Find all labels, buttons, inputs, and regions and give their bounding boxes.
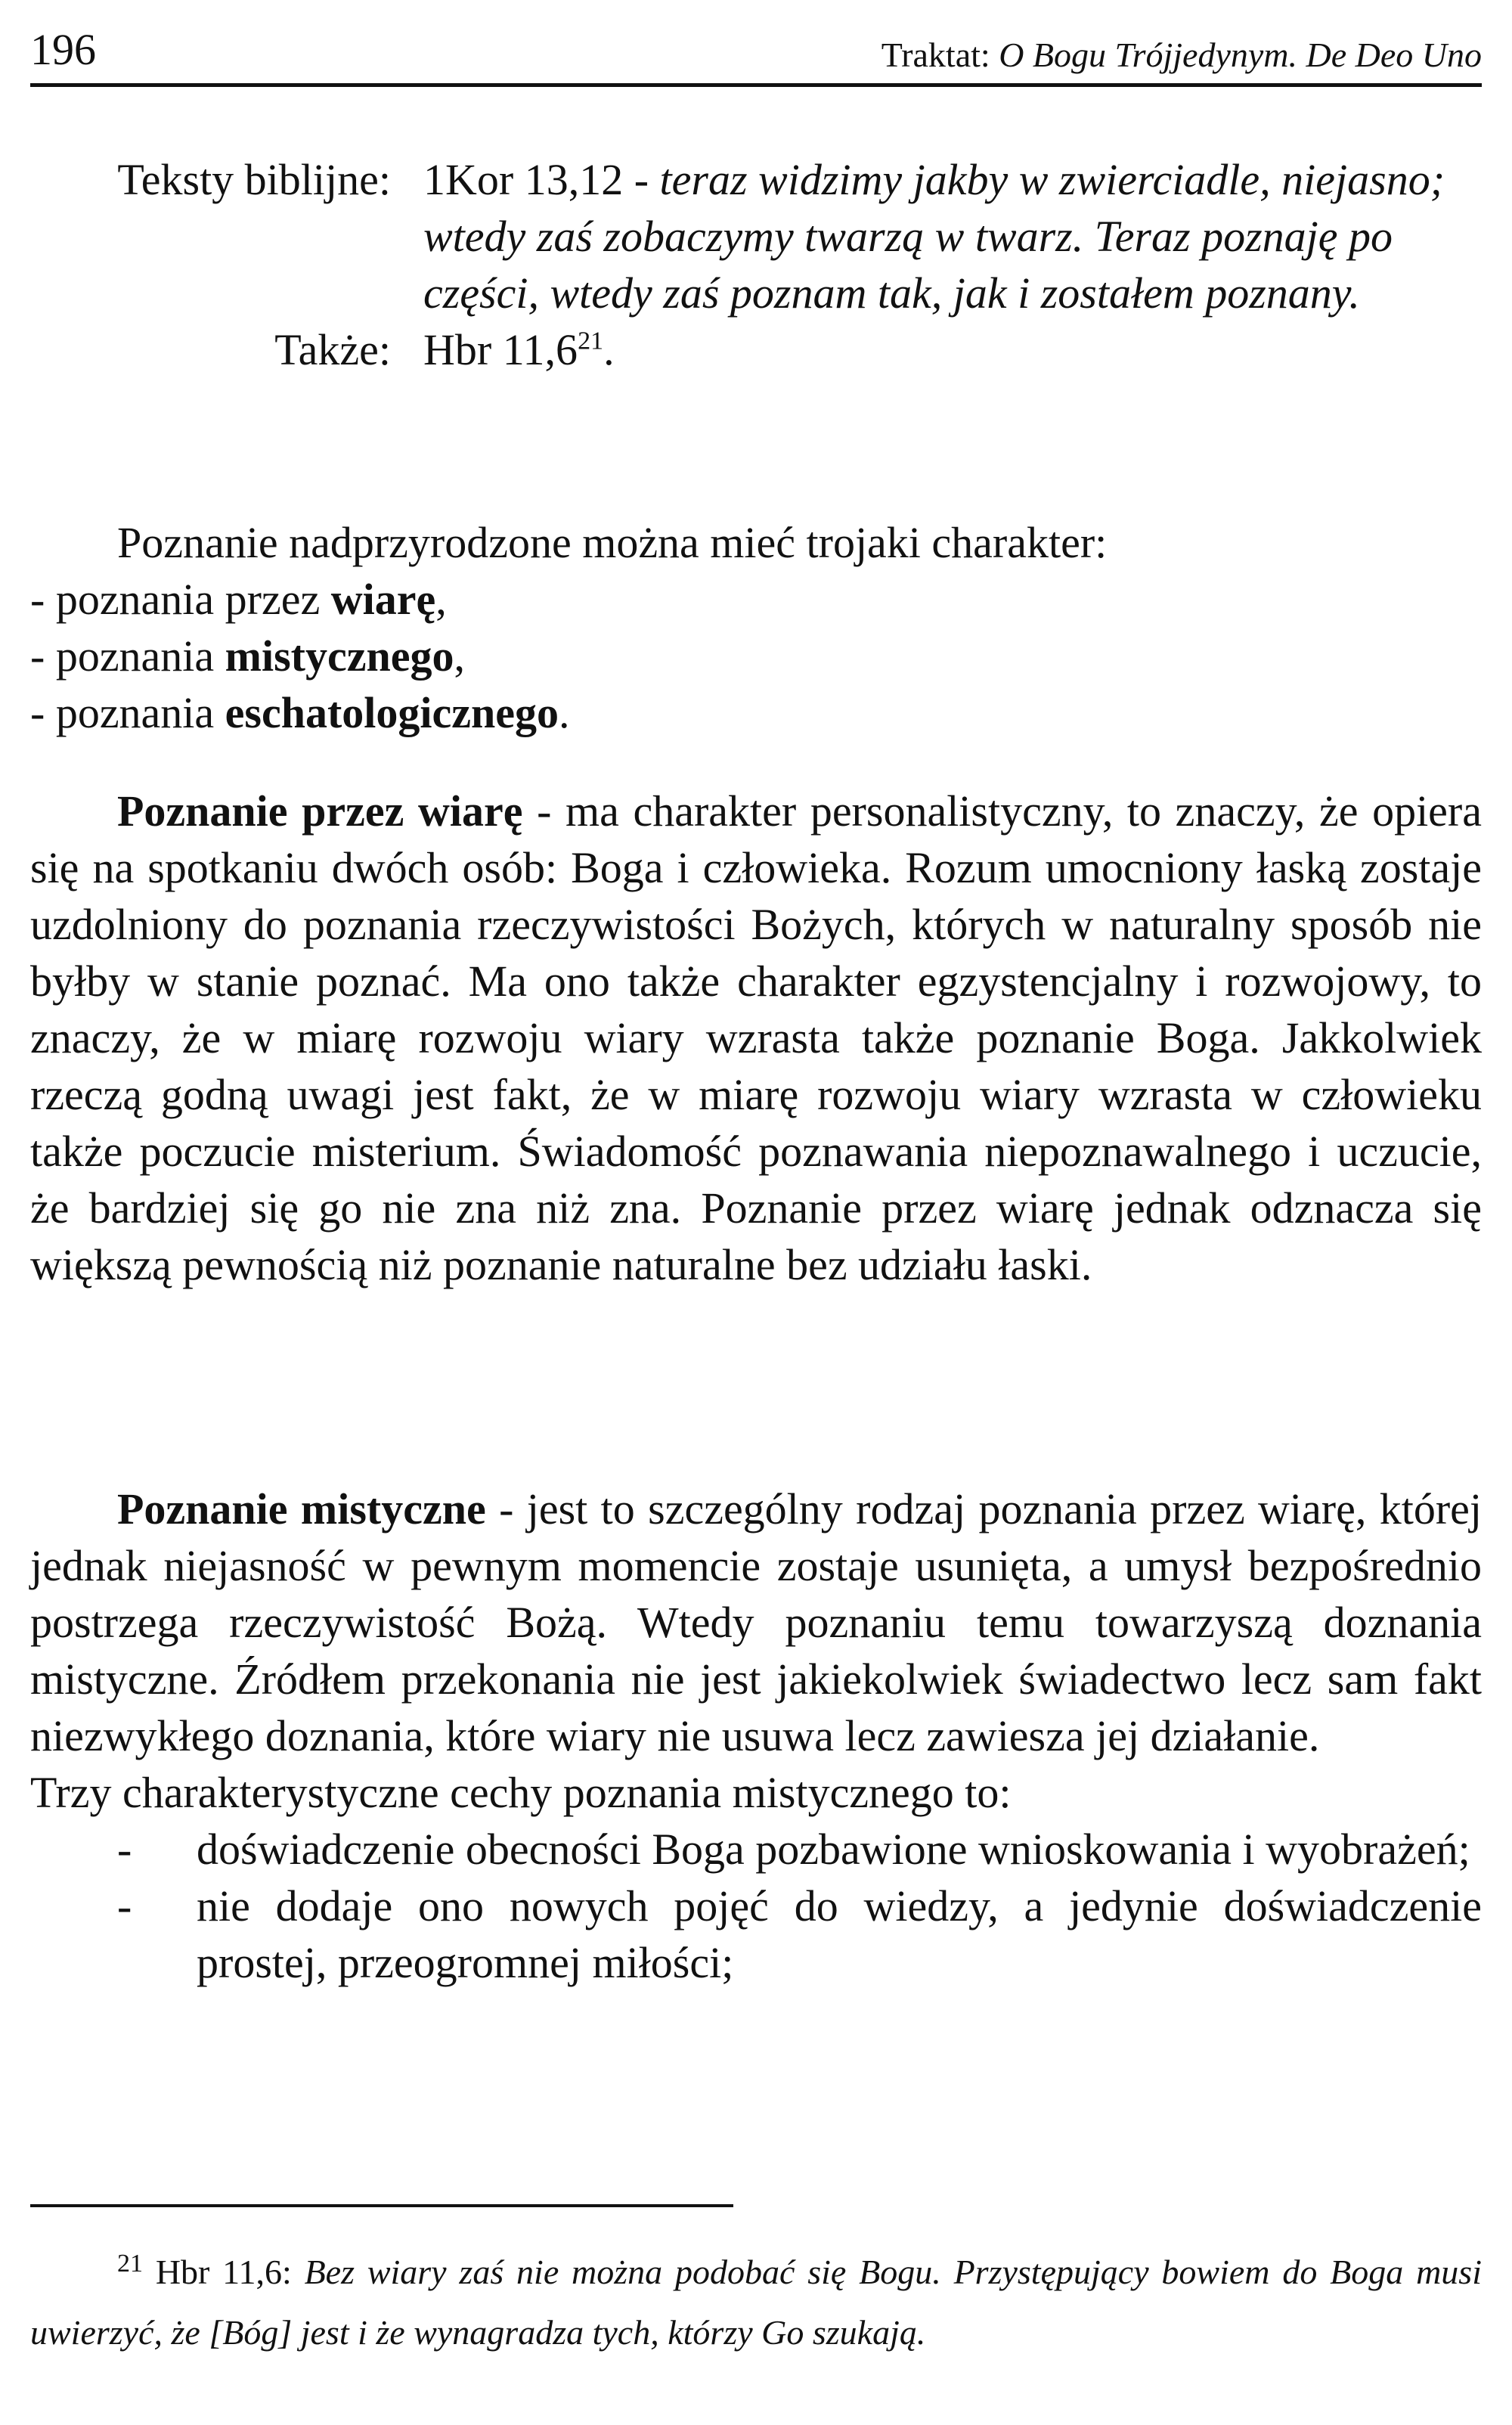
page-number: 196 [30,25,96,74]
footnote-separator [30,2204,733,2207]
footnote-number: 21 [117,2249,143,2278]
faith-term: Poznanie przez wiarę [117,786,523,836]
footnote-reference: Hbr 11,6: [143,2253,305,2291]
running-head-prefix: Traktat: [881,36,999,74]
footnote [30,2242,1482,2363]
bible-quote-text: teraz widzimy jakby w zwierciadle, niejasno; wtedy zaś zobaczymy twarzą w twarz. Teraz poznaję po części, wtedy zaś poznam tak, jak i zostałem poznany. [423,155,1445,318]
list-item [30,1821,1482,1878]
dash-bullet: - [117,1825,132,1874]
bible-row-also [30,321,1482,378]
bible-quote [423,151,1482,321]
traits-list [30,1821,1482,1991]
mystic-term: Poznanie mistyczne [117,1484,486,1533]
intro-item-term: mistycznego [225,631,454,681]
intro-item-prefix: - poznania [30,688,225,737]
footnote-mark: 21 [578,327,604,355]
intro-item-prefix: - poznania [30,631,225,681]
also-reference-text: Hbr 11,6 [423,325,578,374]
intro-lead: Poznanie nadprzyrodzone można mieć trojaki charakter: [117,518,1108,567]
page-header [30,23,1482,87]
faith-text: - ma charakter personalistyczny, to znaczy, że opiera się na spotkaniu dwóch osób: Boga i człowieka. Rozum umocniony łaską zostaje uzdolniony do poznania rzeczywistości Bożych, których w naturalny sposób nie byłby w stanie poznać. Ma ono także charakter egzystencjalny i rozwojowy, to znaczy, że w miarę rozwoju wiary wzrasta także poznanie Boga. Jakkolwiek rzeczą godną uwagi jest fakt, że w miarę rozwoju wiary wzrasta w człowieku także poczucie misterium. Świadomość poznawania niepoznawalnego i uczucie, że bardziej się go nie zna niż zna. Poznanie przez wiarę jednak odznacza się większą pewnością niż poznanie naturalne bez udziału łaski. [30,786,1482,1289]
mystic-text: - jest to szczególny rodzaj poznania przez wiarę, której jednak niejasność w pewnym momencie zostaje usunięta, a umysł bezpośrednio postrzega rzeczywistość Bożą. Wtedy poznaniu temu towarzyszą doznania mistyczne. Źródłem przekonania nie jest jakiekolwiek świadectwo lecz sam fakt niezwykłego doznania, które wiary nie usuwa lecz zawiesza jej działanie. [30,1484,1483,1760]
bible-reference: 1Kor 13,12 - [423,155,660,204]
footnote-text: Bez wiary zaś nie można podobać się Bogu. Przystępujący bowiem do Boga musi uwierzyć, że [Bóg] jest i że wynagradza tych, którzy Go szukają. [30,2253,1482,2352]
bible-row-main [30,151,1482,321]
faith-paragraph [30,783,1482,1293]
running-head-title: O Bogu Trójjedynym. De Deo Uno [999,36,1482,74]
bible-texts [30,151,1482,378]
also-suffix: . [603,325,615,374]
mystic-paragraph [30,1481,1482,1764]
intro-item-suffix: . [559,688,570,737]
document-page [30,23,1483,2352]
intro-item-suffix: , [435,575,447,624]
list-item [30,1878,1482,1991]
running-head [881,35,1482,76]
intro-item [30,684,1482,741]
intro-item-prefix: - poznania przez [30,575,331,624]
intro-item [30,571,1482,628]
intro-item-term: eschatologicznego [225,688,559,737]
also-reference [423,321,1482,378]
intro-item-suffix: , [454,631,465,681]
list-item-text: nie dodaje ono nowych pojęć do wiedzy, a jedynie doświadczenie prostej, przeogromnej miłości; [197,1881,1482,1987]
intro-section [30,514,1482,741]
intro-item [30,628,1482,684]
list-item-text: doświadczenie obecności Boga pozbawione wnioskowania i wyobrażeń; [197,1825,1470,1874]
also-label: Także: [274,325,391,374]
intro-item-term: wiarę [330,575,436,624]
mystic-section [30,1481,1482,1991]
dash-bullet: - [117,1881,132,1930]
traits-lead: Trzy charakterystyczne cechy poznania mistycznego to: [30,1768,1012,1817]
bible-texts-label: Teksty biblijne: [117,155,391,204]
